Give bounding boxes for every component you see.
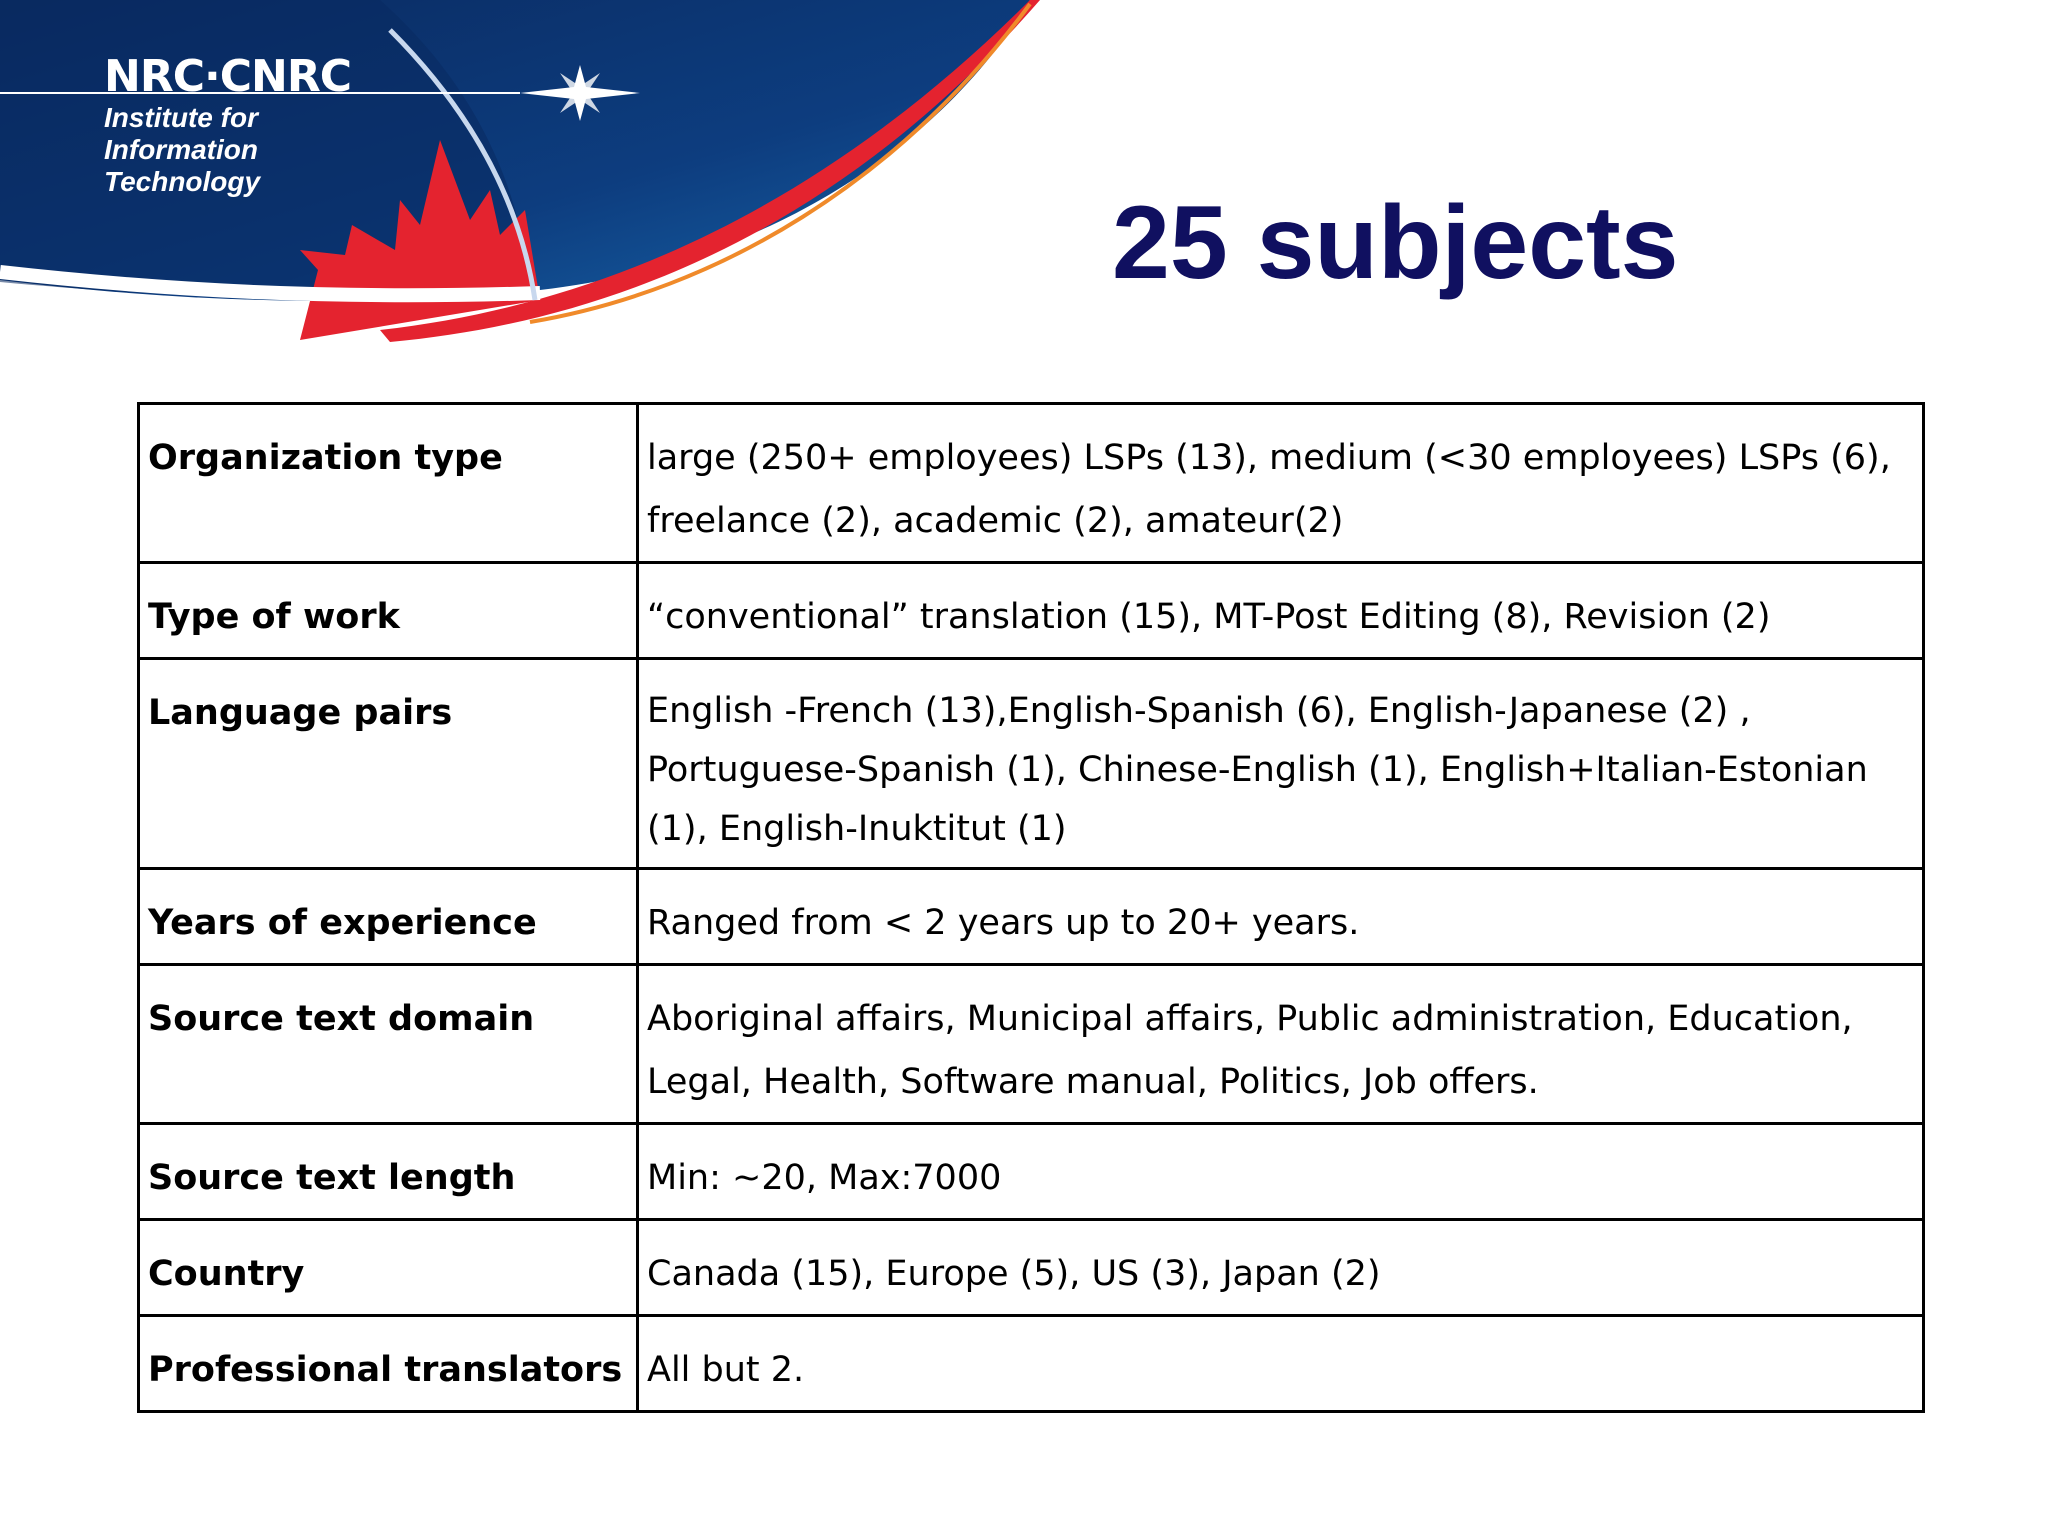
row-value: large (250+ employees) LSPs (13), medium (<30 employees) LSPs (6), freelance (2), academic (2), amateur(2) <box>638 404 1924 563</box>
row-label: Professional translators <box>139 1316 638 1412</box>
table-row <box>139 659 1924 869</box>
subjects-table <box>137 402 1925 1413</box>
row-label: Source text domain <box>139 965 638 1124</box>
row-label: Country <box>139 1220 638 1316</box>
nrc-logo <box>104 52 351 198</box>
row-value: Ranged from < 2 years up to 20+ years. <box>638 869 1924 965</box>
row-value: Canada (15), Europe (5), US (3), Japan (2) <box>638 1220 1924 1316</box>
row-label: Years of experience <box>139 869 638 965</box>
nrc-logo-mark: NRC·CNRC <box>104 51 351 102</box>
table-row <box>139 1316 1924 1412</box>
row-label: Language pairs <box>139 659 638 869</box>
table-row <box>139 563 1924 659</box>
table-row <box>139 1124 1924 1220</box>
table-row <box>139 869 1924 965</box>
row-value: “conventional” translation (15), MT-Post Editing (8), Revision (2) <box>638 563 1924 659</box>
row-value: All but 2. <box>638 1316 1924 1412</box>
logo-line-3: Technology <box>104 166 261 197</box>
row-label: Source text length <box>139 1124 638 1220</box>
logo-line-1: Institute for <box>104 102 258 133</box>
row-label: Organization type <box>139 404 638 563</box>
logo-line-2: Information <box>104 134 258 165</box>
row-label: Type of work <box>139 563 638 659</box>
row-value: English -French (13),English-Spanish (6), English-Japanese (2) , Portuguese-Spanish (1), Chinese-English (1), English+Italian-Estonian (1), English-Inuktitut (1) <box>638 659 1924 869</box>
row-value: Aboriginal affairs, Municipal affairs, Public administration, Education, Legal, Health, Software manual, Politics, Job offers. <box>638 965 1924 1124</box>
slide-title: 25 subjects <box>1112 185 1679 301</box>
table-row <box>139 1220 1924 1316</box>
table-row <box>139 965 1924 1124</box>
row-value: Min: ~20, Max:7000 <box>638 1124 1924 1220</box>
table-row <box>139 404 1924 563</box>
